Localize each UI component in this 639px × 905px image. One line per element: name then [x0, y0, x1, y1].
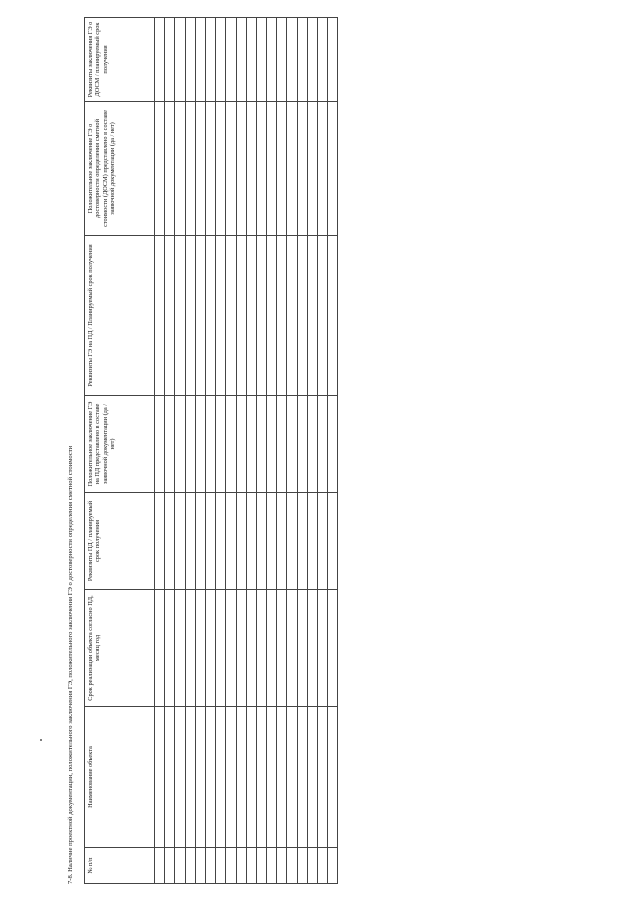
table-cell [267, 493, 277, 590]
table-row [155, 18, 165, 884]
table-cell [267, 590, 277, 707]
col-header-dosm-submitted: Положительное заключение ГЭ о достоверности определения сметной стоимости (ДОСМ) представлено в составе заявочной документации (да / нет) [85, 102, 155, 236]
table-cell [307, 707, 317, 848]
table-cell [277, 18, 287, 102]
table-cell [185, 707, 195, 848]
table-cell [195, 102, 205, 236]
table-cell [277, 707, 287, 848]
table-cell [195, 396, 205, 493]
table-cell [267, 396, 277, 493]
table-cell [165, 590, 175, 707]
table-cell [155, 590, 165, 707]
table-cell [216, 102, 226, 236]
table-row [195, 18, 205, 884]
table-cell [256, 848, 266, 884]
table-cell [307, 590, 317, 707]
col-header-pd-details: Реквизиты ПД / планируемый срок получения [85, 493, 155, 590]
table-cell [165, 493, 175, 590]
table-cell [155, 102, 165, 236]
table-cell [318, 102, 328, 236]
table-cell [185, 848, 195, 884]
table-cell [256, 590, 266, 707]
table-body [155, 18, 338, 884]
table-cell [328, 590, 338, 707]
table-cell [287, 848, 297, 884]
table-cell [205, 396, 215, 493]
table-cell [328, 396, 338, 493]
col-header-ge-pd-submitted: Положительное заключение ГЭ на ПД представлено в составе заявочной документации (да / нет) [85, 396, 155, 493]
table-cell [328, 707, 338, 848]
table-cell [297, 236, 307, 396]
table-cell [205, 707, 215, 848]
table-cell [165, 102, 175, 236]
table-cell [155, 396, 165, 493]
table-cell [175, 590, 185, 707]
table-row [205, 18, 215, 884]
scan-speck [40, 739, 42, 741]
table-cell [236, 102, 246, 236]
table-cell [205, 236, 215, 396]
table-cell [256, 493, 266, 590]
table-cell [155, 236, 165, 396]
table-cell [318, 493, 328, 590]
table-row [246, 18, 256, 884]
table-cell [175, 848, 185, 884]
table-cell [236, 707, 246, 848]
table-cell [226, 493, 236, 590]
table-cell [267, 236, 277, 396]
table-cell [256, 18, 266, 102]
table-cell [226, 396, 236, 493]
table-cell [216, 848, 226, 884]
table-cell [175, 18, 185, 102]
col-header-object-name: Наименование объекта [85, 707, 155, 848]
table-cell [256, 236, 266, 396]
table-cell [155, 707, 165, 848]
table-cell [287, 396, 297, 493]
table-cell [267, 848, 277, 884]
table-cell [246, 18, 256, 102]
col-header-implementation-term: Срок реализации объекта согласно ПД, месяц год [85, 590, 155, 707]
table-cell [205, 493, 215, 590]
table-cell [246, 848, 256, 884]
table-cell [307, 18, 317, 102]
table-cell [195, 18, 205, 102]
table-cell [307, 236, 317, 396]
table-cell [195, 590, 205, 707]
table-cell [155, 18, 165, 102]
table-cell [246, 236, 256, 396]
rotated-page [67, 14, 333, 884]
table-cell [226, 236, 236, 396]
table-cell [175, 707, 185, 848]
table-cell [318, 236, 328, 396]
table-cell [185, 18, 195, 102]
table-cell [175, 102, 185, 236]
table-cell [297, 707, 307, 848]
table-cell [328, 493, 338, 590]
table-cell [155, 493, 165, 590]
table-cell [185, 396, 195, 493]
table-cell [287, 493, 297, 590]
table-cell [155, 848, 165, 884]
table-cell [185, 102, 195, 236]
table-cell [195, 493, 205, 590]
table-cell [195, 236, 205, 396]
table-cell [236, 493, 246, 590]
col-header-number: № п/п [85, 848, 155, 884]
table-cell [236, 848, 246, 884]
table-cell [165, 707, 175, 848]
table-cell [328, 848, 338, 884]
table-cell [277, 102, 287, 236]
header-row [85, 18, 155, 884]
table-cell [216, 18, 226, 102]
table-cell [205, 590, 215, 707]
table-cell [246, 590, 256, 707]
table-cell [267, 102, 277, 236]
table-cell [297, 848, 307, 884]
table-cell [297, 102, 307, 236]
table-cell [236, 18, 246, 102]
table-row [236, 18, 246, 884]
table-cell [165, 236, 175, 396]
table-cell [287, 102, 297, 236]
table-cell [297, 18, 307, 102]
table-cell [256, 396, 266, 493]
table-cell [216, 236, 226, 396]
col-header-dosm-details: Реквизиты заключения ГЭ о ДОСМ / планируемый срок получения [85, 18, 155, 102]
table-row [297, 18, 307, 884]
table-cell [287, 590, 297, 707]
table-cell [205, 848, 215, 884]
table-cell [297, 590, 307, 707]
table-row [165, 18, 175, 884]
documentation-table [84, 17, 338, 884]
table-cell [277, 396, 287, 493]
table-cell [165, 18, 175, 102]
table-cell [226, 18, 236, 102]
table-cell [226, 848, 236, 884]
table-cell [185, 236, 195, 396]
table-row [328, 18, 338, 884]
table-cell [185, 590, 195, 707]
table-cell [277, 848, 287, 884]
table-cell [328, 102, 338, 236]
table-cell [205, 102, 215, 236]
table-row [216, 18, 226, 884]
table-cell [175, 236, 185, 396]
table-cell [185, 493, 195, 590]
table-cell [165, 396, 175, 493]
table-cell [175, 396, 185, 493]
table-cell [297, 493, 307, 590]
table-cell [307, 493, 317, 590]
table-cell [328, 18, 338, 102]
table-cell [216, 707, 226, 848]
table-row [318, 18, 328, 884]
table-row [175, 18, 185, 884]
table-cell [236, 236, 246, 396]
table-cell [277, 236, 287, 396]
table-cell [328, 236, 338, 396]
table-cell [226, 590, 236, 707]
table-row [256, 18, 266, 884]
table-cell [205, 18, 215, 102]
table-cell [318, 18, 328, 102]
table-cell [256, 707, 266, 848]
table-cell [246, 493, 256, 590]
table-row [267, 18, 277, 884]
table-row [287, 18, 297, 884]
table-cell [195, 848, 205, 884]
table-cell [287, 236, 297, 396]
table-cell [216, 493, 226, 590]
table-row [185, 18, 195, 884]
table-row [307, 18, 317, 884]
table-cell [318, 590, 328, 707]
table-cell [246, 102, 256, 236]
table-cell [318, 848, 328, 884]
table-cell [216, 590, 226, 707]
table-cell [226, 707, 236, 848]
table-cell [195, 707, 205, 848]
table-cell [216, 396, 226, 493]
table-cell [287, 707, 297, 848]
table-cell [307, 396, 317, 493]
table-row [277, 18, 287, 884]
table-cell [246, 707, 256, 848]
table-cell [236, 396, 246, 493]
table-cell [307, 102, 317, 236]
table-cell [165, 848, 175, 884]
table-cell [236, 590, 246, 707]
table-cell [267, 707, 277, 848]
table-caption: 7-8. Наличие проектной документации, положительного заключения ГЭ, положительного заключения ГЭ о достоверности определения сметной стоимости [67, 445, 74, 884]
table-row [226, 18, 236, 884]
table-cell [267, 18, 277, 102]
table-cell [307, 848, 317, 884]
table-cell [318, 396, 328, 493]
table-cell [246, 396, 256, 493]
table-cell [277, 493, 287, 590]
table-cell [287, 18, 297, 102]
table-cell [226, 102, 236, 236]
table-cell [277, 590, 287, 707]
table-cell [297, 396, 307, 493]
table-cell [318, 707, 328, 848]
col-header-ge-pd-details: Реквизиты ГЭ на ПД / Планируемый срок получения [85, 236, 155, 396]
table-cell [256, 102, 266, 236]
table-cell [175, 493, 185, 590]
